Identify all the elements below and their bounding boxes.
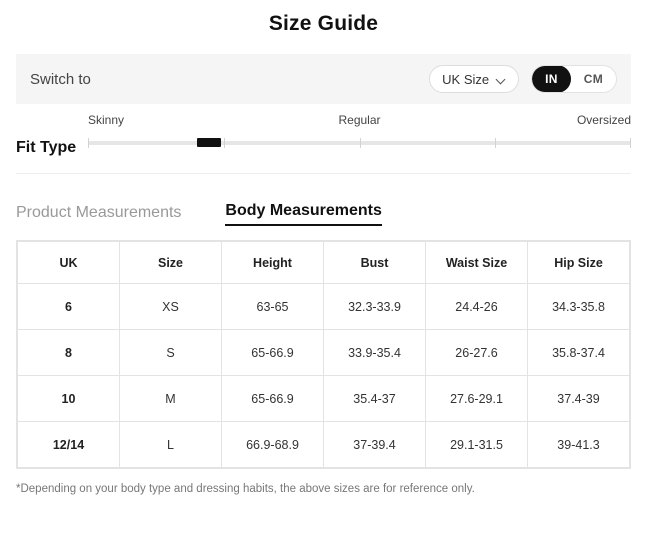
fit-option-regular[interactable]: Regular <box>338 113 381 127</box>
cell-hip: 39-41.3 <box>528 422 630 468</box>
cell-waist: 29.1-31.5 <box>426 422 528 468</box>
fit-type-section <box>16 113 631 174</box>
cell-bust: 33.9-35.4 <box>324 330 426 376</box>
fit-slider-tick-3 <box>495 138 496 148</box>
cell-waist: 27.6-29.1 <box>426 376 528 422</box>
measurement-tabs <box>16 190 631 226</box>
switch-to-label: Switch to <box>30 70 91 88</box>
table-row <box>18 422 630 468</box>
cell-waist: 26-27.6 <box>426 330 528 376</box>
cell-height: 63-65 <box>222 284 324 330</box>
cell-hip: 35.8-37.4 <box>528 330 630 376</box>
cell-uk: 8 <box>18 330 120 376</box>
column-header-waist-size: Waist Size <box>426 242 528 284</box>
cell-height: 65-66.9 <box>222 376 324 422</box>
tab-product-measurements[interactable]: Product Measurements <box>16 204 182 221</box>
cell-hip: 37.4-39 <box>528 376 630 422</box>
column-header-height: Height <box>222 242 324 284</box>
cell-hip: 34.3-35.8 <box>528 284 630 330</box>
fit-type-label: Fit Type <box>16 139 77 156</box>
fit-slider-tick-4 <box>630 138 631 148</box>
fit-option-skinny[interactable]: Skinny <box>88 113 125 127</box>
cell-bust: 37-39.4 <box>324 422 426 468</box>
switch-controls <box>429 65 617 93</box>
table-row <box>18 376 630 422</box>
cell-uk: 6 <box>18 284 120 330</box>
cell-uk: 10 <box>18 376 120 422</box>
cell-size: M <box>120 376 222 422</box>
unit-option-in[interactable]: IN <box>532 65 571 93</box>
column-header-hip-size: Hip Size <box>528 242 630 284</box>
footnote: *Depending on your body type and dressing habits, the above sizes are for reference only. <box>16 483 475 495</box>
fit-slider-tick-2 <box>360 138 361 148</box>
region-size-value: UK Size <box>442 71 490 87</box>
fit-slider-tick-0 <box>88 138 89 148</box>
fit-type-options <box>88 113 631 135</box>
cell-height: 65-66.9 <box>222 330 324 376</box>
fit-option-oversized[interactable]: Oversized <box>576 113 631 127</box>
tab-body-measurements[interactable]: Body Measurements <box>225 202 382 226</box>
cell-size: XS <box>120 284 222 330</box>
cell-bust: 35.4-37 <box>324 376 426 422</box>
cell-height: 66.9-68.9 <box>222 422 324 468</box>
unit-toggle[interactable] <box>531 65 617 93</box>
region-size-select[interactable] <box>429 65 519 93</box>
table-row <box>18 284 630 330</box>
size-table <box>17 241 630 468</box>
cell-waist: 24.4-26 <box>426 284 528 330</box>
column-header-bust: Bust <box>324 242 426 284</box>
fit-slider-thumb[interactable] <box>197 138 221 147</box>
fit-slider-track[interactable] <box>88 141 631 145</box>
cell-size: L <box>120 422 222 468</box>
chevron-down-icon <box>497 75 506 84</box>
unit-switch-bar <box>16 54 631 104</box>
cell-size: S <box>120 330 222 376</box>
column-header-size: Size <box>120 242 222 284</box>
fit-type-slider[interactable] <box>88 113 631 159</box>
unit-option-cm[interactable]: CM <box>583 72 603 86</box>
column-header-uk: UK <box>18 242 120 284</box>
table-row <box>18 330 630 376</box>
size-table-wrapper <box>16 240 631 469</box>
table-header-row <box>18 242 630 284</box>
fit-slider-tick-1 <box>224 138 225 148</box>
cell-uk: 12/14 <box>18 422 120 468</box>
cell-bust: 32.3-33.9 <box>324 284 426 330</box>
page-title: Size Guide <box>268 12 379 35</box>
